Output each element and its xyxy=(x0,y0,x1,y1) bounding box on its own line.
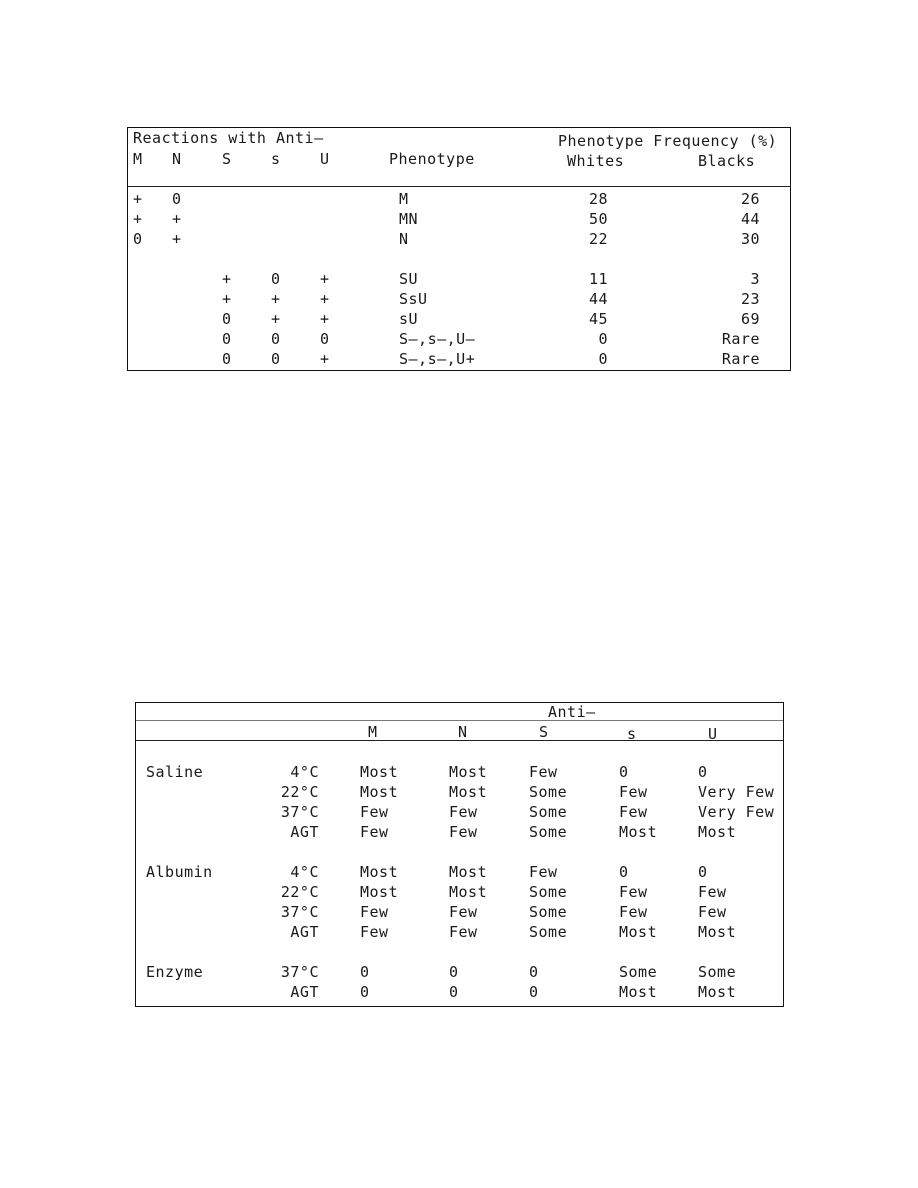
cell-n: Most xyxy=(449,763,488,781)
cell-s-lower: 0 xyxy=(271,270,281,288)
cell-s-upper: + xyxy=(222,270,232,288)
cell-u: 0 xyxy=(698,863,708,881)
col-header-s: s xyxy=(627,725,637,743)
cell-n: 0 xyxy=(172,190,182,208)
col-header-N: N xyxy=(172,150,182,168)
cell-s-upper: Few xyxy=(529,863,558,881)
cell-s-lower: + xyxy=(271,290,281,308)
cell-n: Few xyxy=(449,823,478,841)
cell-phenotype: sU xyxy=(399,310,419,328)
cell-s-lower: Few xyxy=(619,903,648,921)
cell-blacks: 3 xyxy=(750,270,760,288)
medium-label: Albumin xyxy=(146,863,213,881)
medium-label: Enzyme xyxy=(146,963,204,981)
cell-s-lower: Most xyxy=(619,923,658,941)
cell-m: + xyxy=(133,190,143,208)
cell-phenotype: N xyxy=(399,230,409,248)
cell-u: + xyxy=(320,350,330,368)
cell-condition: AGT xyxy=(290,823,319,841)
col-header-M: M xyxy=(133,150,143,168)
cell-s-upper: Few xyxy=(529,763,558,781)
cell-u: Very Few xyxy=(698,803,775,821)
cell-m: 0 xyxy=(360,983,370,1001)
cell-s-upper: 0 xyxy=(222,350,232,368)
cell-n: Most xyxy=(449,883,488,901)
cell-condition: 22°C xyxy=(280,883,319,901)
anti-header: Anti— xyxy=(548,703,596,721)
cell-phenotype: SsU xyxy=(399,290,428,308)
cell-condition: 37°C xyxy=(280,963,319,981)
medium-label: Saline xyxy=(146,763,204,781)
cell-blacks: Rare xyxy=(721,350,760,368)
cell-s-upper: Some xyxy=(529,823,568,841)
cell-s-lower: Some xyxy=(619,963,658,981)
cell-u: + xyxy=(320,270,330,288)
cell-phenotype: S—,s—,U— xyxy=(399,330,476,348)
cell-whites: 50 xyxy=(588,210,608,228)
cell-whites: 22 xyxy=(588,230,608,248)
cell-condition: 4°C xyxy=(290,863,319,881)
cell-blacks: 69 xyxy=(740,310,760,328)
cell-s-lower: 0 xyxy=(619,763,629,781)
col-header-M: M xyxy=(368,723,378,741)
cell-phenotype: M xyxy=(399,190,409,208)
cell-blacks: 44 xyxy=(740,210,760,228)
cell-whites: 11 xyxy=(588,270,608,288)
cell-m: + xyxy=(133,210,143,228)
cell-s-lower: Few xyxy=(619,803,648,821)
cell-m: Few xyxy=(360,923,389,941)
cell-m: Few xyxy=(360,903,389,921)
cell-s-upper: Some xyxy=(529,903,568,921)
cell-u: 0 xyxy=(320,330,330,348)
cell-whites: 28 xyxy=(588,190,608,208)
cell-u: Few xyxy=(698,903,727,921)
cell-s-lower: + xyxy=(271,310,281,328)
col-header-whites: Whites xyxy=(567,152,625,170)
reactions-header: Reactions with Anti— xyxy=(133,129,324,147)
col-header-S: S xyxy=(539,723,549,741)
col-header-s: s xyxy=(271,150,281,168)
frequency-header: Phenotype Frequency (%) xyxy=(558,132,778,150)
cell-s-upper: Some xyxy=(529,883,568,901)
cell-phenotype: MN xyxy=(399,210,419,228)
cell-s-lower: Few xyxy=(619,883,648,901)
cell-blacks: Rare xyxy=(721,330,760,348)
cell-whites: 0 xyxy=(598,350,608,368)
cell-s-upper: Some xyxy=(529,803,568,821)
cell-s-upper: Some xyxy=(529,923,568,941)
cell-u: Very Few xyxy=(698,783,775,801)
cell-n: Most xyxy=(449,783,488,801)
cell-n: 0 xyxy=(449,963,459,981)
cell-phenotype: SU xyxy=(399,270,419,288)
cell-u: Some xyxy=(698,963,737,981)
cell-m: Few xyxy=(360,803,389,821)
cell-m: Most xyxy=(360,783,399,801)
cell-condition: 37°C xyxy=(280,903,319,921)
cell-condition: 37°C xyxy=(280,803,319,821)
cell-s-upper: 0 xyxy=(529,963,539,981)
cell-s-lower: Few xyxy=(619,783,648,801)
cell-blacks: 26 xyxy=(740,190,760,208)
cell-n: + xyxy=(172,230,182,248)
cell-condition: AGT xyxy=(290,923,319,941)
col-header-S: S xyxy=(222,150,232,168)
anti-header-rule xyxy=(136,720,783,721)
cell-condition: AGT xyxy=(290,983,319,1001)
cell-u: Most xyxy=(698,983,737,1001)
antibody-reactivity-table xyxy=(135,702,784,1007)
cell-whites: 45 xyxy=(588,310,608,328)
cell-m: Most xyxy=(360,863,399,881)
cell-u: Few xyxy=(698,883,727,901)
header-rule xyxy=(136,740,783,741)
cell-s-upper: 0 xyxy=(529,983,539,1001)
cell-s-upper: Some xyxy=(529,783,568,801)
col-header-U: U xyxy=(320,150,330,168)
cell-n: Few xyxy=(449,903,478,921)
cell-s-upper: + xyxy=(222,290,232,308)
cell-condition: 22°C xyxy=(280,783,319,801)
cell-s-lower: Most xyxy=(619,823,658,841)
cell-m: Few xyxy=(360,823,389,841)
cell-blacks: 23 xyxy=(740,290,760,308)
cell-condition: 4°C xyxy=(290,763,319,781)
cell-u: + xyxy=(320,310,330,328)
cell-n: + xyxy=(172,210,182,228)
cell-n: Few xyxy=(449,803,478,821)
cell-u: Most xyxy=(698,823,737,841)
cell-n: Few xyxy=(449,923,478,941)
cell-s-lower: Most xyxy=(619,983,658,1001)
col-header-phenotype: Phenotype xyxy=(389,150,475,168)
cell-m: 0 xyxy=(133,230,143,248)
cell-u: Most xyxy=(698,923,737,941)
phenotype-frequency-table xyxy=(127,127,791,371)
header-rule xyxy=(128,186,790,187)
col-header-blacks: Blacks xyxy=(698,152,756,170)
cell-s-lower: 0 xyxy=(619,863,629,881)
cell-s-upper: 0 xyxy=(222,310,232,328)
cell-s-lower: 0 xyxy=(271,330,281,348)
cell-whites: 44 xyxy=(588,290,608,308)
cell-m: Most xyxy=(360,763,399,781)
col-header-U: U xyxy=(708,725,718,743)
cell-m: 0 xyxy=(360,963,370,981)
col-header-N: N xyxy=(458,723,468,741)
cell-blacks: 30 xyxy=(740,230,760,248)
cell-s-lower: 0 xyxy=(271,350,281,368)
cell-phenotype: S—,s—,U+ xyxy=(399,350,476,368)
cell-u: + xyxy=(320,290,330,308)
cell-whites: 0 xyxy=(598,330,608,348)
cell-n: 0 xyxy=(449,983,459,1001)
cell-n: Most xyxy=(449,863,488,881)
cell-m: Most xyxy=(360,883,399,901)
cell-u: 0 xyxy=(698,763,708,781)
cell-s-upper: 0 xyxy=(222,330,232,348)
